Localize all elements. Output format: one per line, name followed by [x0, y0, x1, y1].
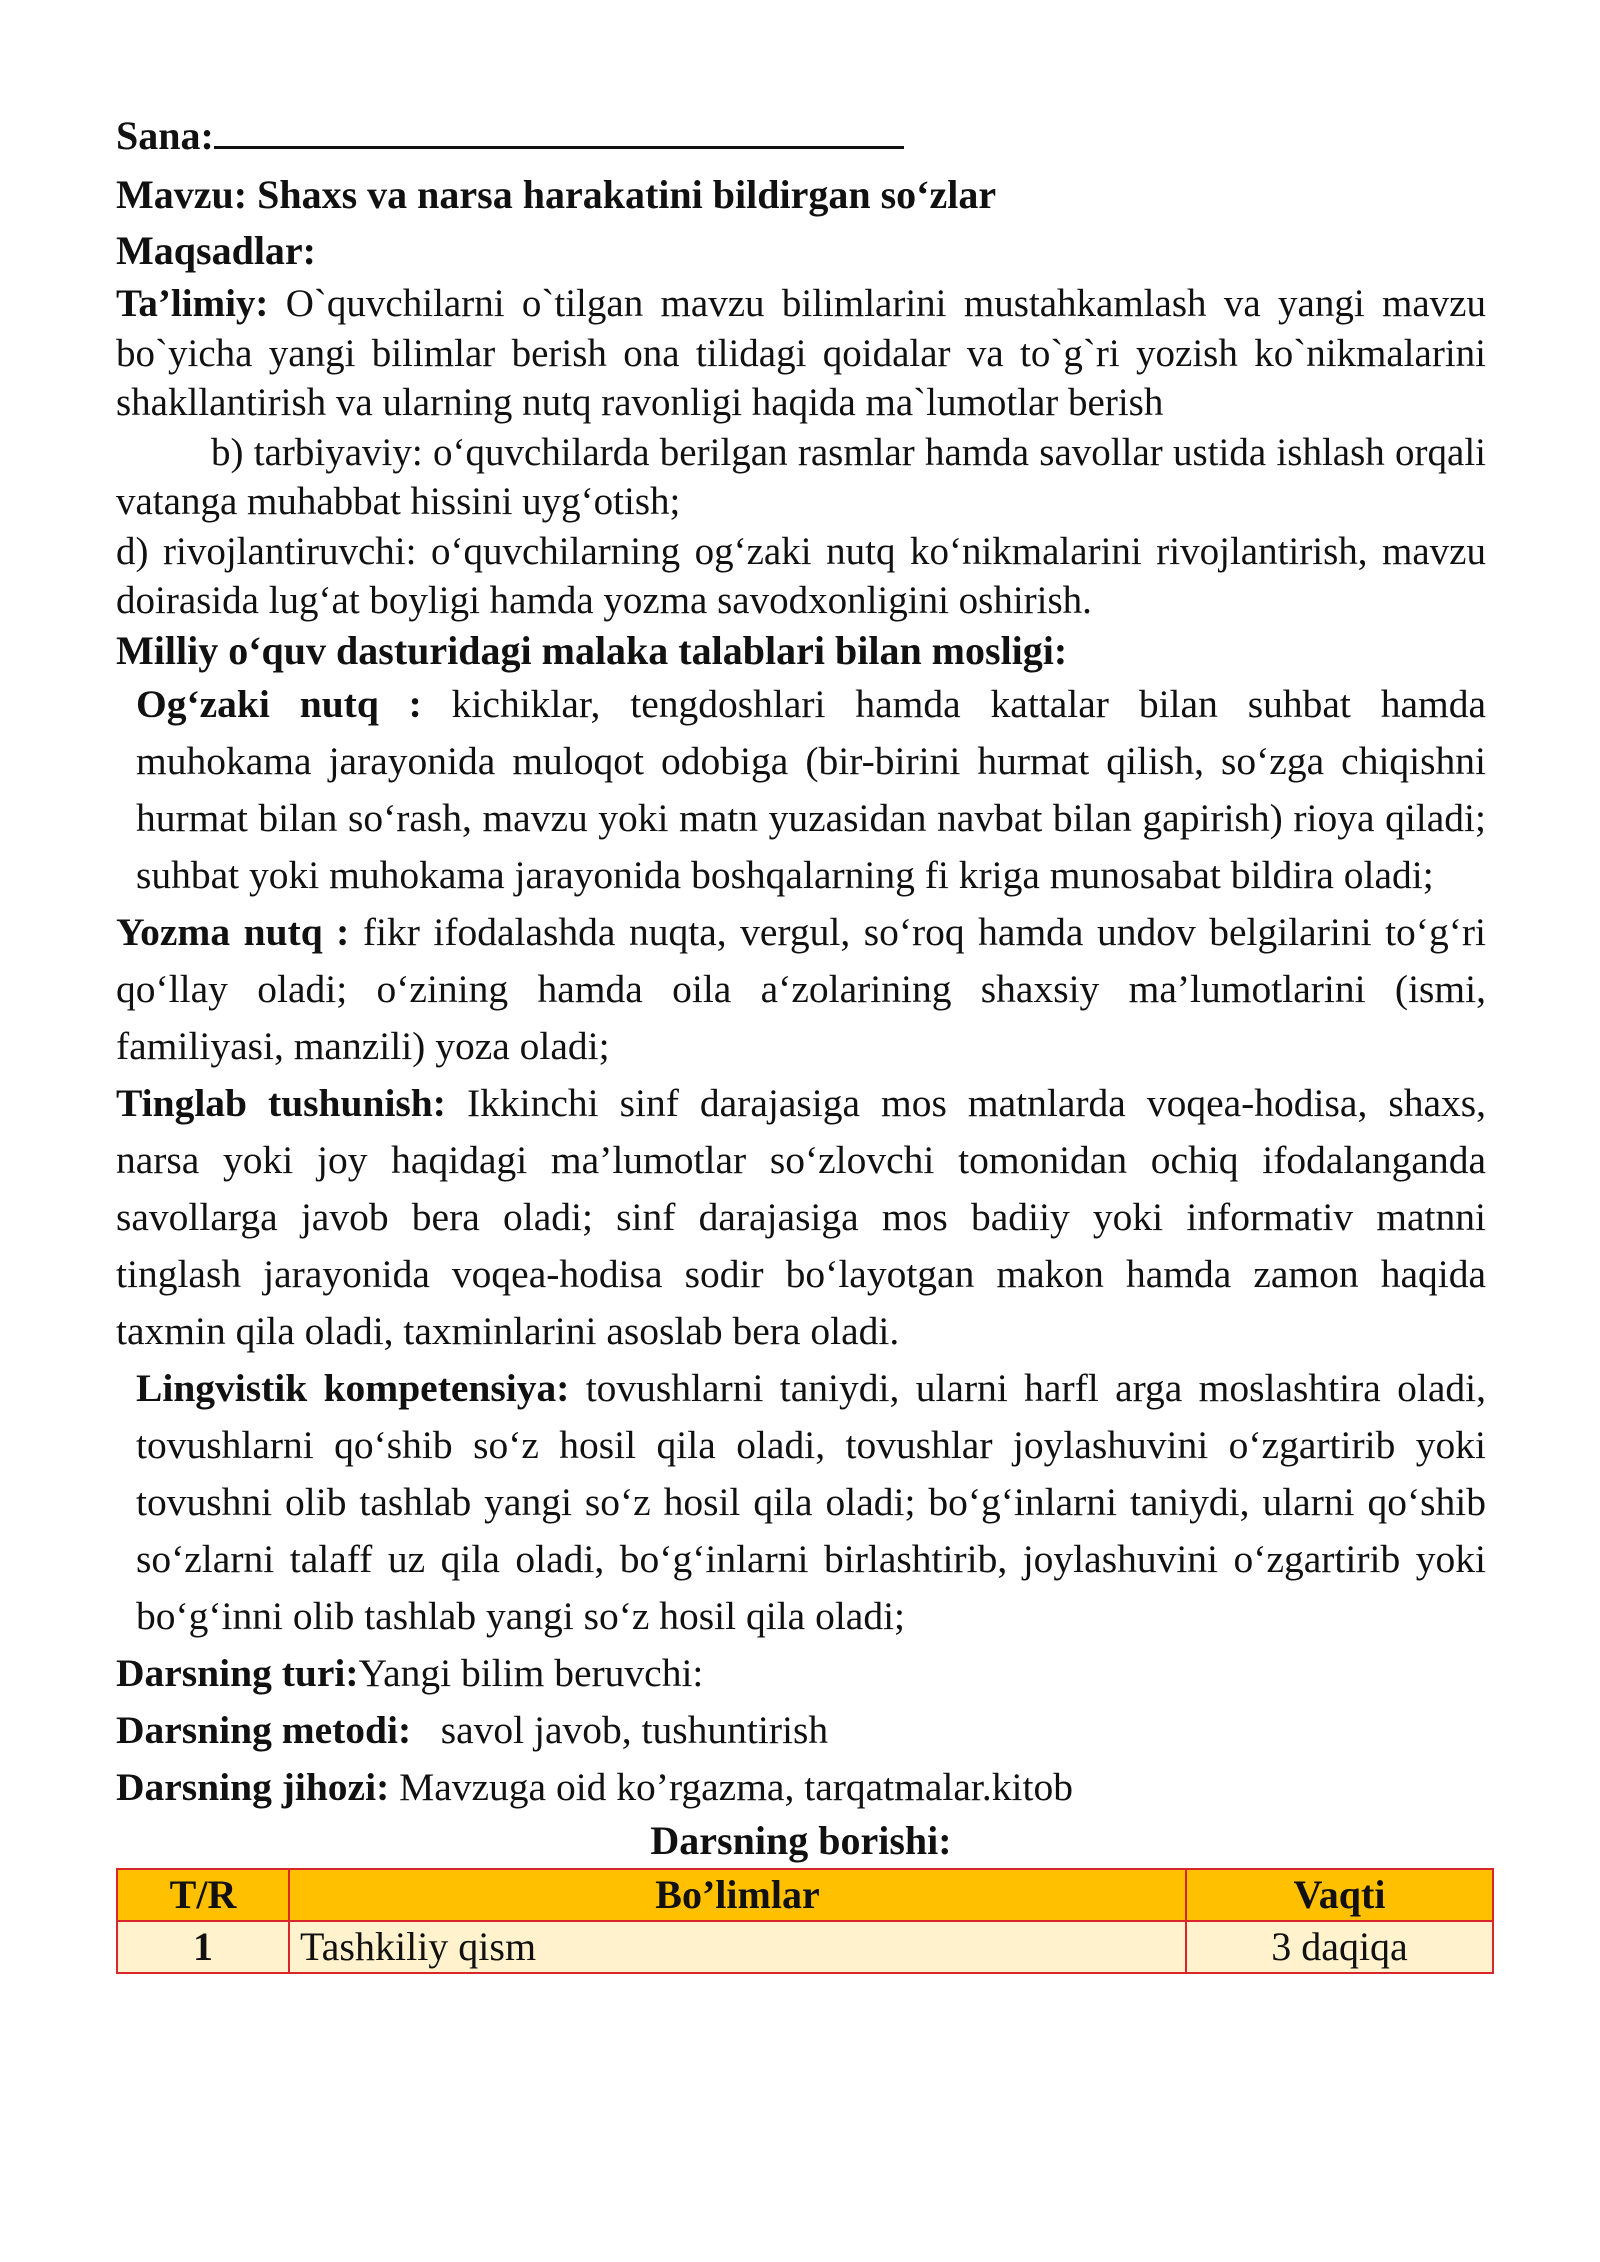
date-label: Sana: — [116, 113, 214, 158]
upbringing-goal: b) tarbiyaviy: o‘quvchilarda berilgan rasmlar hamda savollar ustida ishlash orqali vatanga muhabbat hissini uyg‘otish; — [116, 430, 1486, 523]
lesson-equipment — [116, 1759, 1486, 1816]
lesson-equipment-value: Mavzuga oid ko’rgazma, tarqatmalar.kitob — [389, 1764, 1073, 1809]
row-number-cell: 1 — [117, 1921, 289, 1973]
written-speech-standard — [116, 904, 1486, 1075]
educational-goal-text: O`quvchilarni o`tilgan mavzu bilimlarini mustahkamlash va yangi mavzu bo`yicha yangi bilimlar berish ona tilidagi qoidalar va to`g`ri yozish ko`nikmalarini shakllantirish va ularning nutq ravonligi haqida ma`lumotlar berish — [116, 282, 1486, 424]
date-line — [116, 110, 1486, 161]
goals-heading: Maqsadlar: — [116, 228, 316, 273]
lesson-method-value: savol javob, tushuntirish — [411, 1707, 829, 1752]
lesson-type — [116, 1645, 1486, 1702]
column-header-sections: Bo’limlar — [289, 1869, 1186, 1921]
linguistic-competence-label: Lingvistik kompetensiya: — [136, 1365, 570, 1410]
oral-speech-text: kichiklar, tengdoshlari hamda kattalar bilan suhbat hamda muhokama jarayonida muloqot odobiga (bir-birini hurmat qilish, so‘zga chiqishni hurmat bilan so‘rash, mavzu yoki matn yuzasidan navbat bilan gapirish) rioya qiladi; suhbat yoki muhokama jarayonida boshqalarning fi kriga munosabat bildira oladi; — [136, 681, 1486, 897]
educational-goal-label: Ta’limiy: — [116, 282, 269, 325]
row-section-cell: Tashkiliy qism — [289, 1921, 1186, 1973]
listening-label: Tinglab tushunish: — [116, 1080, 446, 1125]
developmental-goal: d) rivojlantiruvchi: o‘quvchilarning og‘zaki nutq ko‘nikmalarini rivojlantirish, mavzu doirasida lug‘at boyligi hamda yozma savodxonligini oshirish. — [116, 529, 1486, 622]
linguistic-competence-text: tovushlarni taniydi, ularni harfl arga moslashtira oladi, tovushlarni qo‘shib so‘z hosil qila oladi, tovushlar joylashuvini o‘zgartirib yoki tovushni olib tashlab yangi so‘z hosil qila oladi; bo‘g‘inlarni taniydi, ularni qo‘shib so‘zlarni talaff uz qila oladi, bo‘g‘inlarni birlashtirib, joylashuvini o‘zgartirib yoki bo‘g‘inni olib tashlab yangi so‘z hosil qila oladi; — [136, 1365, 1486, 1638]
listening-text: Ikkinchi sinf darajasiga mos matnlarda voqea-hodisa, shaxs, narsa yoki joy haqidagi ma’lumotlar so‘zlovchi tomonidan ochiq ifodalanganda savollarga javob bera oladi; sinf darajasiga mos badiiy yoki informativ matnni tinglash jarayonida voqea-hodisa sodir bo‘layotgan makon hamda zamon haqida taxmin qila oladi, taxminlarini asoslab bera oladi. — [116, 1080, 1486, 1353]
written-speech-label: Yozma nutq : — [116, 909, 350, 954]
linguistic-competence-standard — [116, 1360, 1486, 1645]
table-header-row — [117, 1869, 1493, 1921]
column-header-time: Vaqti — [1186, 1869, 1493, 1921]
table-row — [117, 1921, 1493, 1973]
written-speech-text: fikr ifodalashda nuqta, vergul, so‘roq hamda undov belgilarini to‘g‘ri qo‘llay oladi; o‘zining hamda oila a‘zolarining shaxsiy ma’lumotlarini (ismi, familiyasi, manzili) yoza oladi; — [116, 909, 1486, 1068]
date-blank-field[interactable] — [214, 110, 904, 149]
lesson-method — [116, 1702, 1486, 1759]
listening-standard — [116, 1075, 1486, 1360]
lesson-type-label: Darsning turi: — [116, 1650, 359, 1695]
row-time-cell: 3 daqiqa — [1186, 1921, 1493, 1973]
oral-speech-label: Og‘zaki nutq : — [136, 681, 422, 726]
lesson-type-value: Yangi bilim beruvchi: — [358, 1650, 704, 1695]
standards-heading: Milliy o‘quv dasturidagi malaka talablari bilan mosligi: — [116, 627, 1068, 673]
lesson-plan-heading: Darsning borishi: — [650, 1817, 952, 1863]
educational-goal — [116, 279, 1486, 428]
topic-title: Mavzu: Shaxs va narsa harakatini bildirgan so‘zlar — [116, 172, 997, 217]
oral-speech-standard — [116, 676, 1486, 904]
lesson-plan-table — [116, 1868, 1494, 1974]
column-header-number: T/R — [117, 1869, 289, 1921]
lesson-method-label: Darsning metodi: — [116, 1707, 412, 1752]
lesson-equipment-label: Darsning jihozi: — [116, 1764, 390, 1809]
